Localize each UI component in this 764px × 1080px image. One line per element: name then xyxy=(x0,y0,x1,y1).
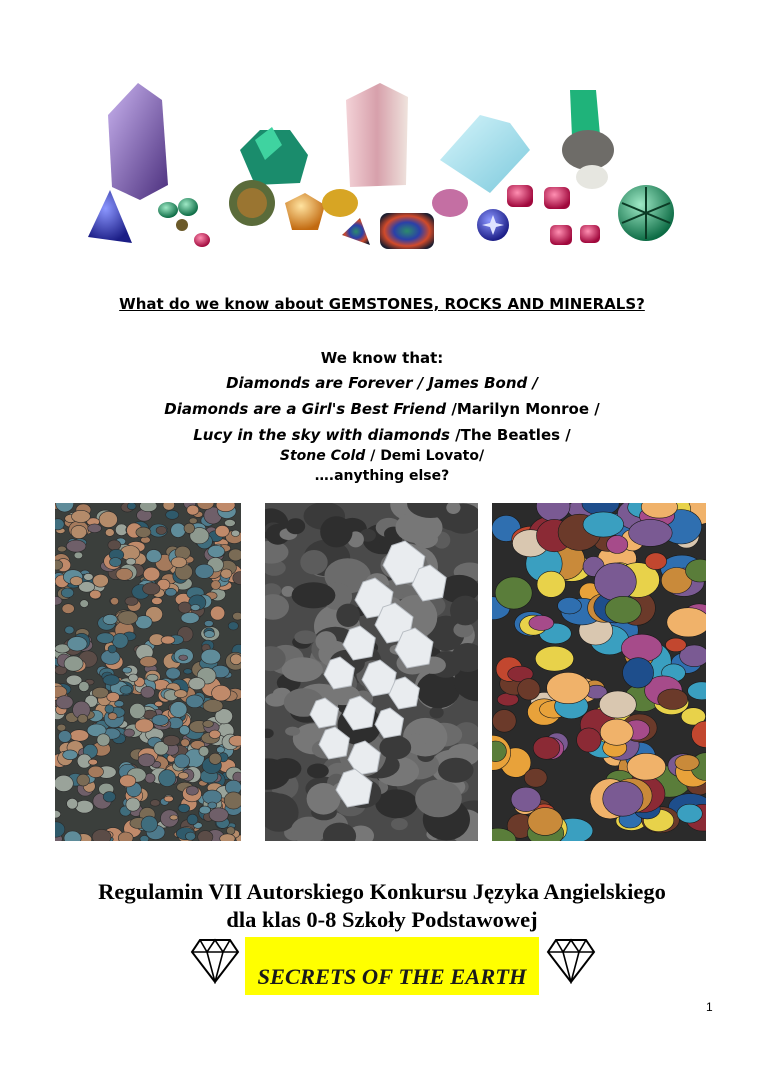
quote-line-3 xyxy=(0,426,764,444)
gemstones-banner-image xyxy=(50,75,690,265)
quote-4-artist: / Demi Lovato/ xyxy=(365,448,485,464)
closing-text: ….anything else? xyxy=(314,468,450,484)
quote-line-1 xyxy=(0,374,764,392)
quote-4-title: Stone Cold xyxy=(279,448,366,464)
diamond-outline-icon xyxy=(546,938,596,989)
quote-2-artist: /Marilyn Monroe / xyxy=(446,400,600,418)
regulamin-title-line-1: Regulamin VII Autorskiego Konkursu Języka Angielskiego xyxy=(98,879,666,904)
contest-name: SECRETS OF THE EARTH xyxy=(257,964,527,989)
intro-text: We know that: xyxy=(320,349,444,367)
regulamin-title-line-2: dla klas 0-8 Szkoły Podstawowej xyxy=(226,907,538,932)
rough-diamonds-photo xyxy=(265,503,478,841)
quote-line-2 xyxy=(0,400,764,418)
quote-3-title: Lucy in the sky with diamonds xyxy=(193,426,450,444)
page-number: 1 xyxy=(706,1000,713,1014)
diamond-outline-icon xyxy=(190,938,240,989)
quote-line-4 xyxy=(0,448,764,464)
quote-3-artist: /The Beatles / xyxy=(449,426,571,444)
polished-stones-photo xyxy=(492,503,706,841)
quote-1-title: Diamonds are Forever / James Bond / xyxy=(226,374,538,392)
quote-2-title: Diamonds are a Girl's Best Friend xyxy=(164,400,447,418)
pebbles-photo xyxy=(55,503,241,841)
headline: What do we know about GEMSTONES, ROCKS AND MINERALS? xyxy=(119,295,645,313)
